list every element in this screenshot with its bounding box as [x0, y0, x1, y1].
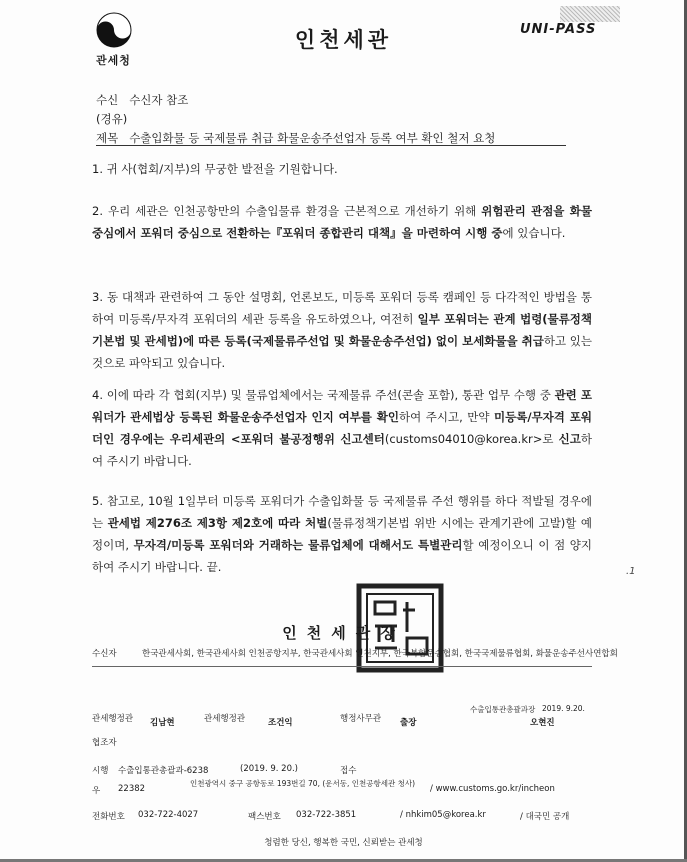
p3-text-bold: 일부 포워더는 관계 법령(물류정책기본법 및 관세법)에 따른 등록(국제물류주선업 및 화물운송주선업) 없이 보세화물을 취급 [92, 312, 592, 348]
distribution-list: 한국관세사회, 한국관세사회 인천공항지부, 한국관세사회 인천지부, 한국복합운송협회, 한국국제물류협회, 화물운송주선사연합회 [142, 649, 618, 659]
p4-text-c: 하여 주시고, 만약 [399, 410, 495, 424]
approver-4-title: 수출입통관총괄과장 [470, 705, 536, 714]
p3-text-a: 3. 동 대책과 관련하여 그 동안 설명회, 언론보도, 미등록 포워더 등록 캠페인 등 다각적인 방법을 통하여 미등록/무자격 포워더의 세관 등록을 유도하였으나, 여전히 [92, 290, 592, 326]
p2-text-c: 에 있습니다. [502, 226, 566, 240]
p5-text-bold-1: 관세법 제276조 제3항 제2호에 따라 처벌 [107, 516, 328, 530]
p4-text-g: 하여 주시기 바랍니다. [92, 432, 592, 468]
receipt-label: 접수 [340, 766, 357, 776]
p2-text-a: 2. 우리 세관은 인천공항만의 수출입물류 환경을 근본적으로 개선하기 위해 [92, 204, 482, 218]
recipient-label: 수신 [96, 93, 119, 107]
subject-label: 제목 [96, 131, 119, 145]
subject-divider [96, 145, 566, 146]
scan-noise-mark [560, 6, 620, 22]
phone-number: 032-722-4027 [138, 810, 199, 820]
fax-number: 032-722-3851 [296, 810, 357, 820]
enforce-label: 시행 [92, 766, 109, 776]
postal-code: 22382 [118, 784, 146, 794]
p5-text-c: (물류정책기본법 위반 시에는 관계기관에 고발)할 예정이며, [92, 516, 592, 552]
approver-3-name: 출장 [400, 718, 417, 728]
fax-label: 팩스번호 [248, 812, 281, 822]
p4-text-e: (customs04010@korea.kr>로 [384, 432, 559, 446]
paragraph-1: 1. 귀 사(협회/지부)의 무궁한 발전을 기원합니다. [92, 162, 338, 176]
approver-2-name: 조건익 [268, 718, 293, 728]
postal-label: 우 [92, 786, 101, 796]
enforce-date: (2019. 9. 20.) [240, 764, 298, 774]
subject-text: 수출입화물 등 국제물류 취급 화물운송주선업자 등록 여부 확인 철저 요청 [129, 131, 496, 145]
handwritten-mark: .1 [626, 566, 636, 577]
p4-text-bold-1: 관련 포워더가 관세법상 등록된 화물운송주선업자 인지 여부를 확인 [92, 388, 592, 424]
p5-text-bold-2: 무자격/미등록 포워더와 거래하는 물류업체에 대해서도 특별관리 [133, 538, 463, 552]
approver-2-title: 관세행정관 [204, 714, 246, 724]
approver-3-title: 행정사무관 [340, 714, 382, 724]
slogan: 청렴한 당신, 행복한 국민, 신뢰받는 관세청 [264, 838, 423, 848]
paragraph-2 [92, 200, 592, 244]
via-line: (경유) [96, 112, 128, 126]
org-small-label: 관세청 [96, 54, 131, 67]
approver-1-title: 관세행정관 [92, 714, 134, 724]
p4-text-bold-2: 미등록/무자격 포워더인 경우에는 우리세관의 <포워더 불공정행위 신고센터 [92, 410, 593, 446]
p5-text-e: 할 예정이오니 이 점 양지하여 주시기 바랍니다. 끝. [92, 538, 592, 574]
recipient-line [96, 92, 188, 108]
public-disclosure: / 대국민 공개 [520, 812, 570, 822]
p5-text-a: 5. 참고로, 10월 1일부터 미등록 포워더가 수출입화물 등 국제물류 주선 행위를 하다 적발될 경우에는 [92, 494, 592, 530]
approver-1-name: 김남현 [150, 718, 175, 728]
p3-text-c: 하고 있는 것으로 파악되고 있습니다. [92, 334, 592, 370]
p4-text-a: 4. 이에 따라 각 협회(지부) 및 물류업체에서는 국제물류 주선(콘솔 포함), 통관 업무 수행 중 [92, 388, 555, 402]
cooperation-label: 협조자 [92, 738, 117, 748]
enforce-value: 수출입통관총괄과-6238 [118, 766, 209, 776]
website-link[interactable]: / www.customs.go.kr/incheon [430, 784, 555, 794]
paragraph-3 [92, 286, 592, 374]
brand-logo: UNI-PASS [520, 22, 597, 37]
paragraph-5 [92, 490, 592, 578]
recipient-value: 수신자 참조 [129, 93, 189, 107]
phone-label: 전화번호 [92, 812, 125, 822]
email-link[interactable]: / nhkim05@korea.kr [400, 810, 486, 820]
distribution-divider [92, 666, 592, 667]
distribution-label: 수신자 [92, 649, 117, 659]
p4-text-bold-3: 신고 [558, 432, 581, 446]
approver-4-date: 2019. 9.20. [542, 704, 585, 713]
document-title: 인천세관 [294, 28, 393, 52]
approver-4-name: 오현진 [530, 718, 555, 728]
sender-name: 인천세관장 [282, 624, 405, 642]
p2-text-bold: 위험관리 관점을 화물 중심에서 포워더 중심으로 전환하는『포워더 종합관리 대책』을 마련하여 시행 중 [92, 204, 592, 240]
address: 인천광역시 중구 공항동로 193번길 70, (운서동, 인천공항세관 청사) [190, 779, 416, 788]
subject-line [96, 130, 495, 146]
paragraph-4 [92, 384, 592, 472]
